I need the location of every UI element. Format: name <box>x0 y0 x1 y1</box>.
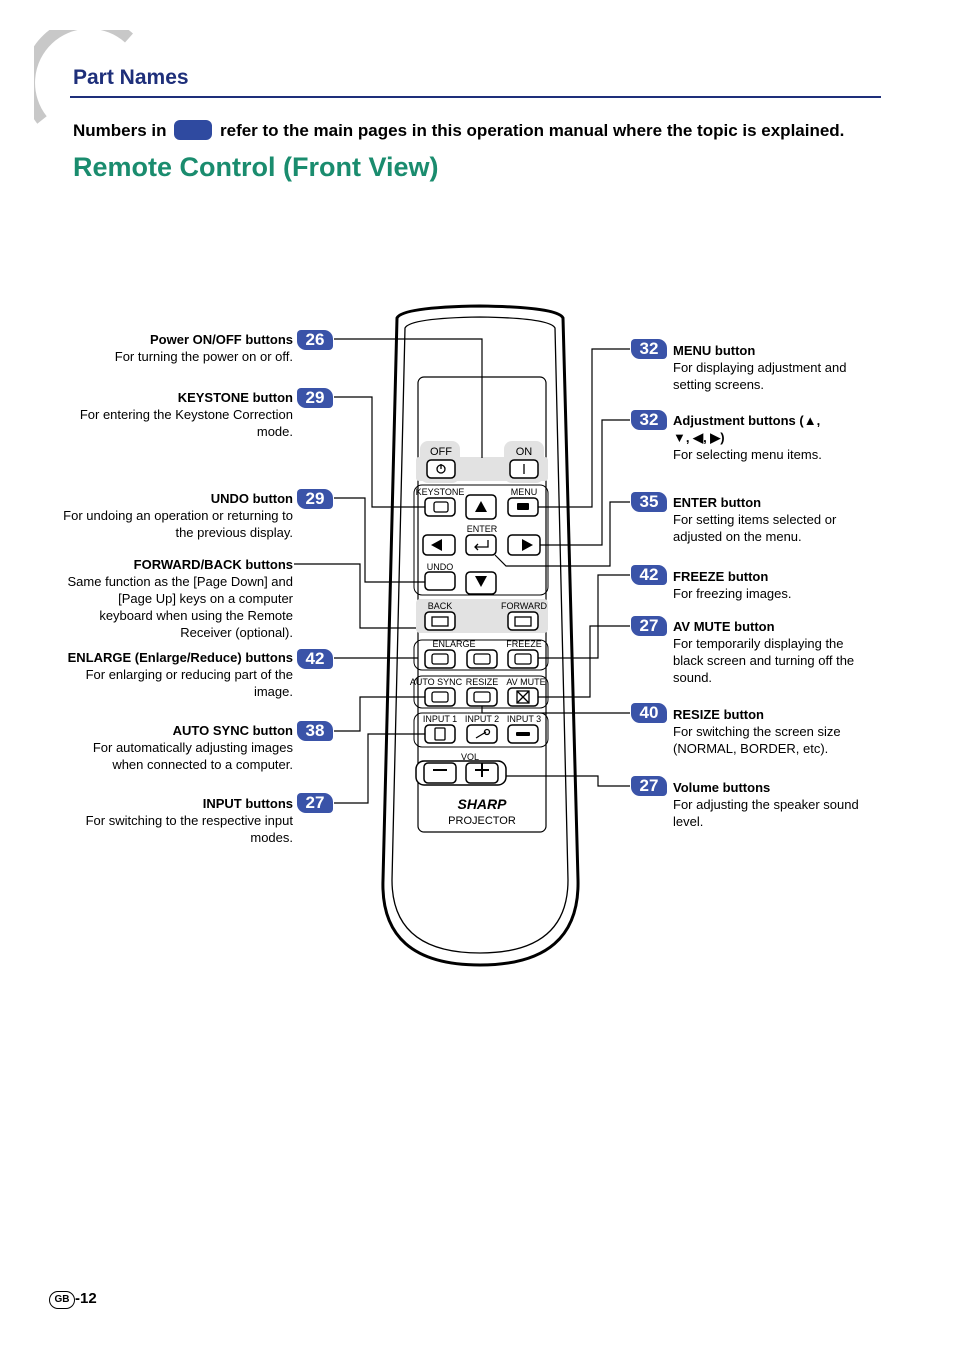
page-ref-badge: 29 <box>297 388 333 408</box>
label-keystone <box>63 389 293 440</box>
label-enlarge <box>63 649 293 700</box>
page-ref-badge: 32 <box>631 410 667 430</box>
label-av-mute <box>673 618 873 686</box>
region-badge: GB <box>49 1291 75 1309</box>
remote-undo-label: UNDO <box>426 562 454 572</box>
label-title: Volume buttons <box>673 780 771 795</box>
label-desc: For adjusting the speaker sound level. <box>673 797 859 829</box>
page-ref-badge: 38 <box>297 721 333 741</box>
label-title: RESIZE button <box>673 707 764 722</box>
label-title: FREEZE button <box>673 569 769 584</box>
page-number: -12 <box>75 1290 97 1307</box>
label-title: AV MUTE button <box>673 619 775 634</box>
remote-avmute-label: AV MUTE <box>506 677 546 687</box>
label-adjustment <box>673 412 823 463</box>
label-title: Adjustment buttons (▲, ▼, ◀, ▶) <box>673 413 821 445</box>
page-ref-badge: 42 <box>297 649 333 669</box>
remote-on-label: ON <box>515 446 533 458</box>
label-resize <box>673 706 858 757</box>
remote-enter-label: ENTER <box>466 524 498 534</box>
label-desc: For freezing images. <box>673 586 792 601</box>
page-heading: Remote Control (Front View) <box>73 152 439 182</box>
label-enter <box>673 494 863 545</box>
label-auto-sync <box>63 722 293 773</box>
label-freeze <box>673 568 883 602</box>
remote-input2-label: INPUT 2 <box>464 714 500 724</box>
remote-brand-logo: SHARP <box>457 796 507 812</box>
remote-input1-label: INPUT 1 <box>422 714 458 724</box>
remote-forward-label: FORWARD <box>501 601 547 611</box>
label-title: KEYSTONE button <box>177 390 293 405</box>
label-desc: For selecting menu items. <box>673 447 822 462</box>
intro-before: Numbers in <box>73 121 167 140</box>
page-ref-badge: 32 <box>631 339 667 359</box>
label-title: ENLARGE (Enlarge/Reduce) buttons <box>67 650 293 665</box>
label-title: Power ON/OFF buttons <box>150 332 293 347</box>
remote-autosync-label: AUTO SYNC <box>409 677 463 687</box>
section-title: Part Names <box>73 66 189 89</box>
label-title: UNDO button <box>210 491 293 506</box>
label-title: AUTO SYNC button <box>172 723 293 738</box>
remote-model-label: PROJECTOR <box>448 815 516 827</box>
page-ref-badge: 42 <box>631 565 667 585</box>
page-ref-badge: 27 <box>297 793 333 813</box>
page-ref-badge: 29 <box>297 489 333 509</box>
page-ref-badge: 40 <box>631 703 667 723</box>
label-desc: Same function as the [Page Down] and [Page Up] keys on a computer keyboard when using the Remote Receiver (optional). <box>67 574 293 640</box>
label-power <box>63 331 293 365</box>
label-desc: For undoing an operation or returning to the previous display. <box>63 508 293 540</box>
label-volume <box>673 779 878 830</box>
remote-input3-label: INPUT 3 <box>506 714 542 724</box>
label-desc: For setting items selected or adjusted on the menu. <box>673 512 837 544</box>
remote-vol-label: VOL <box>460 752 480 762</box>
remote-enlarge-label: ENLARGE <box>432 639 476 649</box>
label-forward-back <box>63 556 293 641</box>
label-menu <box>673 342 883 393</box>
label-title: INPUT buttons <box>202 796 293 811</box>
label-desc: For turning the power on or off. <box>114 349 293 364</box>
remote-off-label: OFF <box>430 446 452 458</box>
label-title: MENU button <box>673 343 756 358</box>
page-ref-badge: 35 <box>631 492 667 512</box>
label-title: FORWARD/BACK buttons <box>133 557 293 572</box>
remote-menu-label: MENU <box>510 487 538 497</box>
remote-keystone-label: KEYSTONE <box>415 487 465 497</box>
page-ref-badge: 26 <box>297 330 333 350</box>
label-desc: For enlarging or reducing part of the image. <box>85 667 293 699</box>
label-undo <box>63 490 293 541</box>
remote-resize-label: RESIZE <box>465 677 499 687</box>
label-input <box>63 795 293 846</box>
label-title: ENTER button <box>673 495 762 510</box>
label-desc: For switching to the respective input modes. <box>85 813 293 845</box>
intro-after: refer to the main pages in this operation manual where the topic is explained. <box>220 121 845 140</box>
remote-freeze-label: FREEZE <box>506 639 542 649</box>
remote-back-label: BACK <box>427 601 453 611</box>
label-desc: For automatically adjusting images when connected to a computer. <box>92 740 293 772</box>
label-desc: For displaying adjustment and setting screens. <box>673 360 847 392</box>
page-ref-badge: 27 <box>631 776 667 796</box>
label-desc: For switching the screen size (NORMAL, BORDER, etc). <box>673 724 841 756</box>
label-desc: For temporarily displaying the black screen and turning off the sound. <box>673 636 855 685</box>
label-desc: For entering the Keystone Correction mode. <box>79 407 293 439</box>
page-ref-badge: 27 <box>631 616 667 636</box>
page-footer <box>49 1290 97 1309</box>
